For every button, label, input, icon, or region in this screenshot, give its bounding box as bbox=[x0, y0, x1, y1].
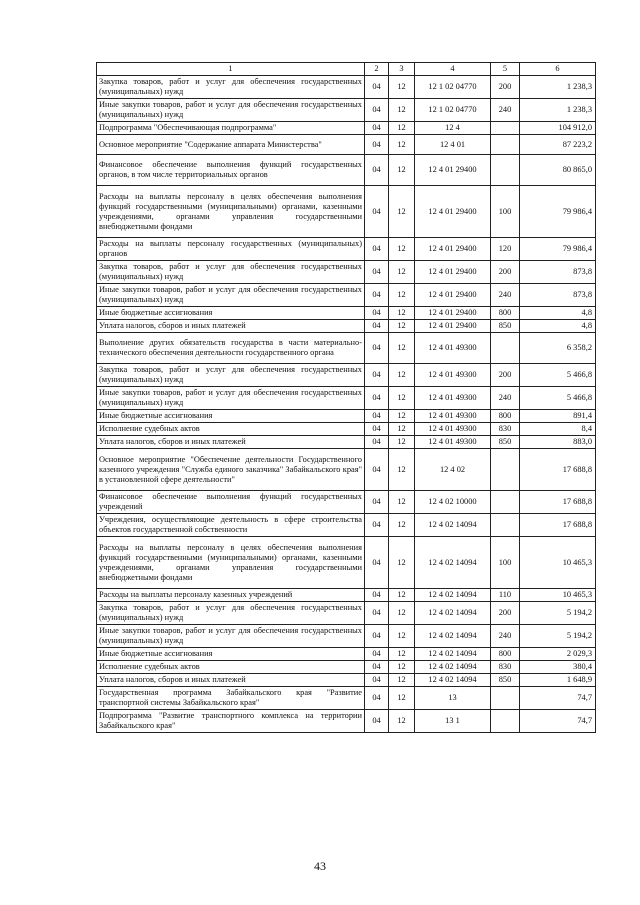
column-header: 2 bbox=[365, 63, 389, 76]
row-target-article-cell: 12 4 02 14094 bbox=[415, 602, 491, 625]
row-expense-type-cell bbox=[491, 155, 520, 186]
row-amount-cell: 873,8 bbox=[520, 284, 596, 307]
row-expense-type-cell: 240 bbox=[491, 284, 520, 307]
column-header: 1 bbox=[97, 63, 365, 76]
row-target-article-cell: 12 4 01 29400 bbox=[415, 307, 491, 320]
row-subsection-cell: 12 bbox=[389, 589, 415, 602]
row-amount-cell: 5 466,8 bbox=[520, 387, 596, 410]
row-expense-type-cell: 830 bbox=[491, 661, 520, 674]
row-section-cell: 04 bbox=[365, 514, 389, 537]
budget-table bbox=[96, 62, 596, 733]
row-name-cell: Расходы на выплаты персоналу казенных учреждений bbox=[97, 589, 365, 602]
row-name-cell: Финансовое обеспечение выполнения функций государственных учреждений bbox=[97, 491, 365, 514]
row-subsection-cell: 12 bbox=[389, 674, 415, 687]
row-expense-type-cell: 200 bbox=[491, 602, 520, 625]
row-amount-cell: 380,4 bbox=[520, 661, 596, 674]
row-amount-cell: 1 648,9 bbox=[520, 674, 596, 687]
row-subsection-cell: 12 bbox=[389, 491, 415, 514]
row-expense-type-cell bbox=[491, 122, 520, 135]
table-row bbox=[97, 687, 596, 710]
row-section-cell: 04 bbox=[365, 364, 389, 387]
row-target-article-cell: 12 4 02 14094 bbox=[415, 514, 491, 537]
row-name-cell: Иные бюджетные ассигнования bbox=[97, 410, 365, 423]
row-section-cell: 04 bbox=[365, 602, 389, 625]
row-subsection-cell: 12 bbox=[389, 238, 415, 261]
row-section-cell: 04 bbox=[365, 155, 389, 186]
row-name-cell: Учреждения, осуществляющие деятельность в сфере строительства объектов государственной собственности bbox=[97, 514, 365, 537]
row-target-article-cell: 12 4 01 49300 bbox=[415, 333, 491, 364]
table-row bbox=[97, 674, 596, 687]
row-section-cell: 04 bbox=[365, 537, 389, 589]
row-subsection-cell: 12 bbox=[389, 76, 415, 99]
row-amount-cell: 79 986,4 bbox=[520, 238, 596, 261]
table-row bbox=[97, 661, 596, 674]
row-expense-type-cell bbox=[491, 514, 520, 537]
row-name-cell: Расходы на выплаты персоналу государственных (муниципальных) органов bbox=[97, 238, 365, 261]
row-expense-type-cell: 850 bbox=[491, 436, 520, 449]
table-row bbox=[97, 238, 596, 261]
row-expense-type-cell bbox=[491, 687, 520, 710]
column-header: 5 bbox=[491, 63, 520, 76]
row-target-article-cell: 12 4 01 49300 bbox=[415, 410, 491, 423]
row-target-article-cell: 12 4 01 49300 bbox=[415, 423, 491, 436]
row-target-article-cell: 12 4 01 49300 bbox=[415, 387, 491, 410]
row-section-cell: 04 bbox=[365, 261, 389, 284]
row-section-cell: 04 bbox=[365, 648, 389, 661]
row-name-cell: Иные закупки товаров, работ и услуг для обеспечения государственных (муниципальных) нужд bbox=[97, 284, 365, 307]
row-section-cell: 04 bbox=[365, 436, 389, 449]
row-subsection-cell: 12 bbox=[389, 625, 415, 648]
table-row bbox=[97, 307, 596, 320]
column-header: 6 bbox=[520, 63, 596, 76]
table-row bbox=[97, 387, 596, 410]
row-name-cell: Исполнение судебных актов bbox=[97, 423, 365, 436]
row-name-cell: Выполнение других обязательств государства в части материально-технического обеспечения деятельности государственного органа bbox=[97, 333, 365, 364]
row-amount-cell: 87 223,2 bbox=[520, 135, 596, 155]
row-subsection-cell: 12 bbox=[389, 537, 415, 589]
table-row bbox=[97, 449, 596, 491]
row-section-cell: 04 bbox=[365, 410, 389, 423]
row-expense-type-cell: 240 bbox=[491, 99, 520, 122]
row-subsection-cell: 12 bbox=[389, 514, 415, 537]
row-amount-cell: 17 688,8 bbox=[520, 491, 596, 514]
table-row bbox=[97, 514, 596, 537]
table-row bbox=[97, 602, 596, 625]
row-name-cell: Исполнение судебных актов bbox=[97, 661, 365, 674]
row-target-article-cell: 12 4 02 14094 bbox=[415, 661, 491, 674]
table-row bbox=[97, 625, 596, 648]
row-amount-cell: 891,4 bbox=[520, 410, 596, 423]
row-section-cell: 04 bbox=[365, 491, 389, 514]
row-target-article-cell: 12 4 01 49300 bbox=[415, 436, 491, 449]
row-target-article-cell: 12 4 02 14094 bbox=[415, 537, 491, 589]
row-expense-type-cell: 200 bbox=[491, 76, 520, 99]
row-name-cell: Финансовое обеспечение выполнения функций государственных органов, в том числе территориальных органов bbox=[97, 155, 365, 186]
row-expense-type-cell: 120 bbox=[491, 238, 520, 261]
row-subsection-cell: 12 bbox=[389, 333, 415, 364]
row-target-article-cell: 13 bbox=[415, 687, 491, 710]
row-target-article-cell: 12 4 01 bbox=[415, 135, 491, 155]
row-amount-cell: 8,4 bbox=[520, 423, 596, 436]
row-target-article-cell: 12 4 02 14094 bbox=[415, 648, 491, 661]
row-name-cell: Закупка товаров, работ и услуг для обеспечения государственных (муниципальных) нужд bbox=[97, 364, 365, 387]
row-name-cell: Уплата налогов, сборов и иных платежей bbox=[97, 674, 365, 687]
row-target-article-cell: 13 1 bbox=[415, 710, 491, 733]
row-expense-type-cell: 830 bbox=[491, 423, 520, 436]
column-header: 3 bbox=[389, 63, 415, 76]
row-subsection-cell: 12 bbox=[389, 122, 415, 135]
row-amount-cell: 74,7 bbox=[520, 710, 596, 733]
row-subsection-cell: 12 bbox=[389, 648, 415, 661]
row-name-cell: Иные бюджетные ассигнования bbox=[97, 307, 365, 320]
row-section-cell: 04 bbox=[365, 320, 389, 333]
row-subsection-cell: 12 bbox=[389, 364, 415, 387]
row-name-cell: Основное мероприятие "Обеспечение деятельности Государственного казенного учреждения "Служба единого заказчика" Забайкальского края" в установленной сфере деятельности" bbox=[97, 449, 365, 491]
row-amount-cell: 79 986,4 bbox=[520, 186, 596, 238]
table-row bbox=[97, 537, 596, 589]
table-row bbox=[97, 284, 596, 307]
row-section-cell: 04 bbox=[365, 387, 389, 410]
row-expense-type-cell: 200 bbox=[491, 364, 520, 387]
table-row bbox=[97, 155, 596, 186]
row-amount-cell: 80 865,0 bbox=[520, 155, 596, 186]
budget-table-body bbox=[97, 63, 596, 733]
row-target-article-cell: 12 4 01 29400 bbox=[415, 320, 491, 333]
row-amount-cell: 74,7 bbox=[520, 687, 596, 710]
row-amount-cell: 4,8 bbox=[520, 307, 596, 320]
row-name-cell: Иные бюджетные ассигнования bbox=[97, 648, 365, 661]
table-row bbox=[97, 436, 596, 449]
row-name-cell: Расходы на выплаты персоналу в целях обеспечения выполнения функций государственными (муниципальными) органами, казенными учреждениями, органами управления государственными внебюджетными фондами bbox=[97, 186, 365, 238]
table-row bbox=[97, 648, 596, 661]
row-name-cell: Подпрограмма "Обеспечивающая подпрограмма" bbox=[97, 122, 365, 135]
row-subsection-cell: 12 bbox=[389, 602, 415, 625]
row-expense-type-cell: 850 bbox=[491, 320, 520, 333]
row-amount-cell: 5 194,2 bbox=[520, 625, 596, 648]
row-name-cell: Подпрограмма "Развитие транспортного комплекса на территории Забайкальского края" bbox=[97, 710, 365, 733]
row-section-cell: 04 bbox=[365, 135, 389, 155]
row-amount-cell: 6 358,2 bbox=[520, 333, 596, 364]
table-row bbox=[97, 186, 596, 238]
row-expense-type-cell bbox=[491, 333, 520, 364]
row-amount-cell: 4,8 bbox=[520, 320, 596, 333]
table-row bbox=[97, 423, 596, 436]
row-section-cell: 04 bbox=[365, 238, 389, 261]
table-row bbox=[97, 76, 596, 99]
row-target-article-cell: 12 4 01 29400 bbox=[415, 284, 491, 307]
row-subsection-cell: 12 bbox=[389, 710, 415, 733]
row-name-cell: Закупка товаров, работ и услуг для обеспечения государственных (муниципальных) нужд bbox=[97, 76, 365, 99]
row-expense-type-cell: 240 bbox=[491, 387, 520, 410]
row-expense-type-cell: 800 bbox=[491, 307, 520, 320]
row-section-cell: 04 bbox=[365, 284, 389, 307]
row-section-cell: 04 bbox=[365, 687, 389, 710]
row-expense-type-cell: 100 bbox=[491, 537, 520, 589]
row-section-cell: 04 bbox=[365, 186, 389, 238]
row-amount-cell: 5 466,8 bbox=[520, 364, 596, 387]
row-target-article-cell: 12 1 02 04770 bbox=[415, 99, 491, 122]
table-row bbox=[97, 320, 596, 333]
row-section-cell: 04 bbox=[365, 307, 389, 320]
row-subsection-cell: 12 bbox=[389, 661, 415, 674]
row-section-cell: 04 bbox=[365, 76, 389, 99]
row-amount-cell: 873,8 bbox=[520, 261, 596, 284]
row-amount-cell: 2 029,3 bbox=[520, 648, 596, 661]
row-subsection-cell: 12 bbox=[389, 320, 415, 333]
row-subsection-cell: 12 bbox=[389, 99, 415, 122]
row-subsection-cell: 12 bbox=[389, 261, 415, 284]
column-header: 4 bbox=[415, 63, 491, 76]
row-name-cell: Иные закупки товаров, работ и услуг для обеспечения государственных (муниципальных) нужд bbox=[97, 625, 365, 648]
row-name-cell: Уплата налогов, сборов и иных платежей bbox=[97, 320, 365, 333]
row-target-article-cell: 12 4 02 10000 bbox=[415, 491, 491, 514]
table-row bbox=[97, 364, 596, 387]
table-row bbox=[97, 135, 596, 155]
row-subsection-cell: 12 bbox=[389, 135, 415, 155]
row-section-cell: 04 bbox=[365, 589, 389, 602]
row-expense-type-cell: 800 bbox=[491, 648, 520, 661]
table-row bbox=[97, 710, 596, 733]
row-subsection-cell: 12 bbox=[389, 687, 415, 710]
table-row bbox=[97, 122, 596, 135]
table-row bbox=[97, 99, 596, 122]
row-amount-cell: 10 465,3 bbox=[520, 589, 596, 602]
table-row bbox=[97, 333, 596, 364]
row-section-cell: 04 bbox=[365, 661, 389, 674]
row-amount-cell: 883,0 bbox=[520, 436, 596, 449]
row-section-cell: 04 bbox=[365, 99, 389, 122]
row-subsection-cell: 12 bbox=[389, 423, 415, 436]
row-amount-cell: 104 912,0 bbox=[520, 122, 596, 135]
row-amount-cell: 17 688,8 bbox=[520, 514, 596, 537]
row-subsection-cell: 12 bbox=[389, 155, 415, 186]
row-subsection-cell: 12 bbox=[389, 410, 415, 423]
row-subsection-cell: 12 bbox=[389, 436, 415, 449]
row-target-article-cell: 12 4 01 49300 bbox=[415, 364, 491, 387]
row-amount-cell: 10 465,3 bbox=[520, 537, 596, 589]
row-expense-type-cell: 800 bbox=[491, 410, 520, 423]
row-amount-cell: 1 238,3 bbox=[520, 99, 596, 122]
row-target-article-cell: 12 4 bbox=[415, 122, 491, 135]
row-subsection-cell: 12 bbox=[389, 387, 415, 410]
row-expense-type-cell: 100 bbox=[491, 186, 520, 238]
row-target-article-cell: 12 4 01 29400 bbox=[415, 238, 491, 261]
row-name-cell: Иные закупки товаров, работ и услуг для обеспечения государственных (муниципальных) нужд bbox=[97, 99, 365, 122]
row-section-cell: 04 bbox=[365, 625, 389, 648]
row-expense-type-cell bbox=[491, 449, 520, 491]
page-number: 43 bbox=[314, 859, 326, 873]
row-target-article-cell: 12 4 02 14094 bbox=[415, 674, 491, 687]
row-expense-type-cell: 200 bbox=[491, 261, 520, 284]
row-target-article-cell: 12 1 02 04770 bbox=[415, 76, 491, 99]
table-header-row bbox=[97, 63, 596, 76]
row-name-cell: Государственная программа Забайкальского края "Развитие транспортной системы Забайкальского края" bbox=[97, 687, 365, 710]
row-name-cell: Иные закупки товаров, работ и услуг для обеспечения государственных (муниципальных) нужд bbox=[97, 387, 365, 410]
row-amount-cell: 5 194,2 bbox=[520, 602, 596, 625]
row-name-cell: Расходы на выплаты персоналу в целях обеспечения выполнения функций государственными (муниципальными) органами, казенными учреждениями, органами управления государственными внебюджетными фондами bbox=[97, 537, 365, 589]
row-section-cell: 04 bbox=[365, 423, 389, 436]
row-target-article-cell: 12 4 02 14094 bbox=[415, 589, 491, 602]
row-name-cell: Закупка товаров, работ и услуг для обеспечения государственных (муниципальных) нужд bbox=[97, 261, 365, 284]
row-expense-type-cell bbox=[491, 135, 520, 155]
row-target-article-cell: 12 4 01 29400 bbox=[415, 155, 491, 186]
row-name-cell: Уплата налогов, сборов и иных платежей bbox=[97, 436, 365, 449]
row-target-article-cell: 12 4 01 29400 bbox=[415, 261, 491, 284]
table-row bbox=[97, 589, 596, 602]
row-subsection-cell: 12 bbox=[389, 307, 415, 320]
row-section-cell: 04 bbox=[365, 333, 389, 364]
row-section-cell: 04 bbox=[365, 122, 389, 135]
table-row bbox=[97, 491, 596, 514]
row-subsection-cell: 12 bbox=[389, 284, 415, 307]
row-section-cell: 04 bbox=[365, 674, 389, 687]
row-target-article-cell: 12 4 01 29400 bbox=[415, 186, 491, 238]
table-row bbox=[97, 410, 596, 423]
row-expense-type-cell: 240 bbox=[491, 625, 520, 648]
row-name-cell: Основное мероприятие "Содержание аппарата Министерства" bbox=[97, 135, 365, 155]
row-section-cell: 04 bbox=[365, 449, 389, 491]
row-target-article-cell: 12 4 02 14094 bbox=[415, 625, 491, 648]
row-expense-type-cell: 850 bbox=[491, 674, 520, 687]
row-name-cell: Закупка товаров, работ и услуг для обеспечения государственных (муниципальных) нужд bbox=[97, 602, 365, 625]
row-amount-cell: 17 688,8 bbox=[520, 449, 596, 491]
table-row bbox=[97, 261, 596, 284]
row-target-article-cell: 12 4 02 bbox=[415, 449, 491, 491]
row-amount-cell: 1 238,3 bbox=[520, 76, 596, 99]
row-subsection-cell: 12 bbox=[389, 186, 415, 238]
row-subsection-cell: 12 bbox=[389, 449, 415, 491]
row-expense-type-cell: 110 bbox=[491, 589, 520, 602]
row-section-cell: 04 bbox=[365, 710, 389, 733]
row-expense-type-cell bbox=[491, 491, 520, 514]
row-expense-type-cell bbox=[491, 710, 520, 733]
